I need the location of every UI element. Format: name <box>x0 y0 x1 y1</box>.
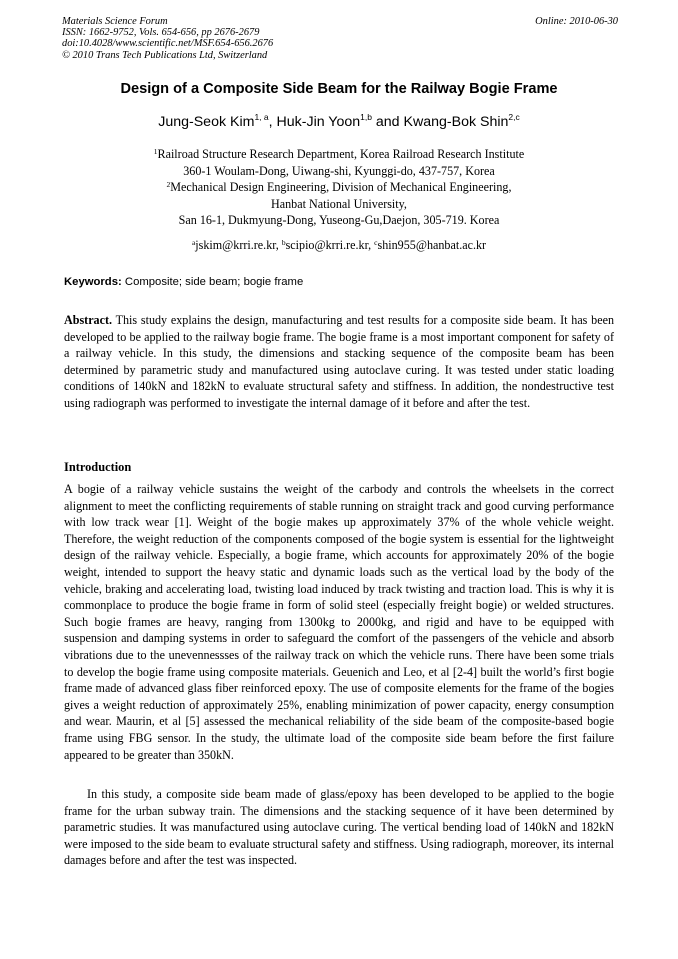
paper-title: Design of a Composite Side Beam for the Railway Bogie Frame <box>120 81 558 97</box>
abstract <box>64 312 614 412</box>
affiliation-line: Hanbat National University, <box>271 196 407 211</box>
author-name: Kwang-Bok Shin <box>403 114 509 130</box>
affiliation-text: Railroad Structure Research Department, Korea Railroad Research Institute <box>157 147 525 161</box>
doi-line: doi:10.4028/www.scientific.net/MSF.654-656.2676 <box>62 38 274 50</box>
copyright-line: © 2010 Trans Tech Publications Ltd, Switzerland <box>62 49 268 61</box>
author-separator: and <box>371 114 404 130</box>
online-date: Online: 2010-06-30 <box>535 16 618 27</box>
author-affiliation-mark: 1,b <box>360 112 372 122</box>
author-name: Jung-Seok Kim <box>158 114 255 130</box>
email-mark: c <box>374 238 378 247</box>
email-mark: b <box>281 238 286 247</box>
keywords <box>64 276 614 288</box>
journal-name: Materials Science Forum <box>62 16 168 27</box>
affiliations <box>0 146 678 229</box>
affiliation-mark: 1 <box>153 147 158 156</box>
section-heading-introduction: Introduction <box>64 460 132 474</box>
email-address: scipio@krri.re.kr, <box>285 238 375 252</box>
paragraph-text: In this study, a composite side beam made of glass/epoxy has been developed to be applied to the bogie frame for the urban subway train. The dimensions and the stacking sequence of it have been determined by parametric studies. It was manufactured using autoclave curing. The vertical bending load of 140kN and 182kN were imposed to the side beam to evaluate structural safety and stiffness. Using radiograph, moreover, its internal damages before and after the test was inspected. <box>64 787 614 868</box>
issn-line: ISSN: 1662-9752, Vols. 654-656, pp 2676-2679 <box>62 27 260 39</box>
email-mark: a <box>191 238 196 247</box>
introduction-paragraph-1 <box>64 481 614 763</box>
affiliation-line: San 16-1, Dukmyung-Dong, Yuseong-Gu,Daejon, 305-719. Korea <box>178 213 500 228</box>
affiliation-mark: 2 <box>166 180 171 190</box>
introduction-paragraph-2 <box>64 786 614 869</box>
email-address: shin955@hanbat.ac.kr <box>377 238 487 252</box>
author-separator: , <box>268 114 277 130</box>
affiliation-text: Mechanical Design Engineering, Division of Mechanical Engineering, <box>170 180 512 195</box>
affiliation-line <box>0 179 678 196</box>
email-address: jskim@krri.re.kr, <box>195 238 282 252</box>
author-name: Huk-Jin Yoon <box>276 114 361 130</box>
author-emails <box>0 238 678 253</box>
paragraph-text: A bogie of a railway vehicle sustains the weight of the carbody and controls the wheelsets in the correct alignment to meet the conflicting requirements of stable running on straight track and good curving performance with low track wear [1]. Weight of the bogie makes up approximately 37% of the whole vehicle weight. Therefore, the weight reduction of the components composed of the bogie system is essential for the lightweight design of the railway vehicle. Especially, a bogie frame, which accounts for approximately 20% of the bogie weight, intended to support the heavy static and dynamic loads such as the vertical load by the body of the vehicle, braking and accelerating load, twisting load induced by track twisting and traction load. This is why it is commonplace to produce the bogie frame in form of solid steel (especially freight bogie) or welded structures. Such bogie frames are heavy, ranging from 1300kg to 2000kg, and rigid and have to be equipped with suspension and damping systems in order to safeguard the comfort of the passengers of the vehicle and absorb vibrations due to the unevennessses of the railway track on which the vehicle runs. There have been some trials to develop the bogie frame using composite materials. Geuenich and Leo, et al [2-4] built the world’s first bogie frame made of advanced glass fiber reinforced epoxy. The use of composite elements for the frame of the bogies gives a weight reduction of approximately 25%, enabling minimization of power capacity, energy consumption and wear. Maurin, et al [5] assessed the mechanical reliability of the side beam of the composite-based bogie frame using FBG sensor. In the study, the ultimate load of the composite side beam before the first failure appeared to be greater than 350kN. <box>64 482 614 762</box>
keywords-label: Keywords: <box>64 276 122 288</box>
journal-header <box>62 16 618 61</box>
affiliation-line <box>0 146 678 163</box>
author-affiliation-mark: 2,c <box>508 112 520 122</box>
abstract-label: Abstract. <box>64 313 113 327</box>
abstract-text: This study explains the design, manufacturing and test results for a composite side beam. It has been developed to be applied to the railway bogie frame. The bogie frame is a most important component for safety of a railway vehicle. In this study, the dimensions and stacking sequence of the composite beam has been determined by parametric study and manufactured using autoclave curing. It was tested under static loading conditions of 140kN and 182kN to evaluate structural safety and stiffness. In addition, the nondestructive test using radiograph was performed to investigate the internal damage of it before and after the test. <box>64 313 614 410</box>
affiliation-line: 360-1 Woulam-Dong, Uiwang-shi, Kyunggi-do, 437-757, Korea <box>183 163 495 178</box>
author-list <box>0 114 678 130</box>
keywords-text: Composite; side beam; bogie frame <box>121 276 304 288</box>
author-affiliation-mark: 1, a <box>254 112 269 122</box>
